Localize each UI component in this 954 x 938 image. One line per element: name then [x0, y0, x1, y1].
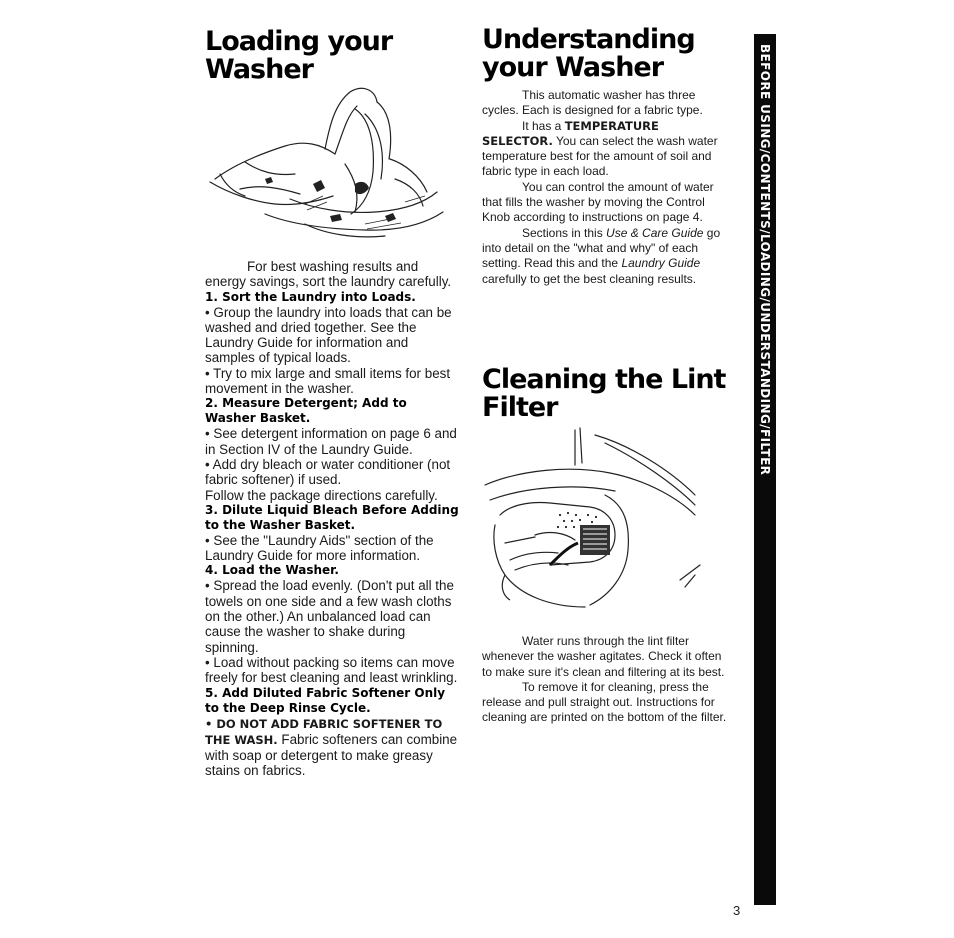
step1-bullet1: • Group the laundry into loads that can be washed and dried together. See the Laundry Guide for information and samples of typical loads. [205, 304, 452, 366]
use-care-guide-ref: Use & Care Guide [606, 225, 704, 240]
sidebar-label: BEFORE USING/CONTENTS/LOADING/UNDERSTANDING/FILTER [758, 44, 772, 476]
temperature-selector-label: TEMPERATURE SELECTOR. [482, 118, 659, 148]
step4-bullet1: • Spread the load evenly. (Don't put all the towels on one side and a few wash cloths on the other.) An unbalanced load can cause the washer to shake during spinning. [205, 578, 454, 655]
lint-filter-title [482, 366, 725, 422]
page-number: 3 [733, 903, 741, 918]
step2-heading: 2. Measure Detergent; Add to Washer Basket. [205, 396, 407, 426]
understanding-body [482, 88, 732, 287]
laundry-pile-illustration [205, 84, 455, 259]
lint-filter-illustration [480, 425, 730, 625]
understanding-title-line2: your Washer [482, 52, 664, 83]
understanding-p4-mid: go into detail on the "what and why" of each setting. Read this and the [482, 225, 721, 271]
lint-p1: Water runs through the lint filter whenever the washer agitates. Check it often to make sure it's clean and filtering at its best. [482, 634, 725, 679]
step5-text [205, 716, 460, 779]
step5-rest: Fabric softeners can combine with soap or detergent to make greasy stains on fabrics. [205, 731, 458, 779]
understanding-p4-pre: Sections in this [522, 225, 607, 240]
understanding-title [482, 26, 732, 82]
loading-title [205, 28, 460, 84]
understanding-p2-post: You can select the wash water temperature best for the amount of soil and fabric type in each load. [482, 133, 718, 179]
lint-p2: To remove it for cleaning, press the release and pull straight out. Instructions for cleaning are printed on the bottom of the filter. [482, 679, 727, 725]
understanding-p2 [482, 119, 732, 180]
lint-filter-body [482, 634, 732, 726]
understanding-p4 [482, 226, 732, 287]
loading-title-line2: Washer [205, 54, 313, 85]
step4-bullet2: • Load without packing so items can move freely for best cleaning and least wrinkling. [205, 654, 458, 686]
step3-heading: 3. Dilute Liquid Bleach Before Adding to the Washer Basket. [205, 502, 459, 532]
understanding-p3: You can control the amount of water that fills the washer by moving the Control Knob according to instructions on page 4. [482, 179, 714, 225]
step2-bullet2: • Add dry bleach or water conditioner (not fabric softener) if used. [205, 456, 451, 488]
lint-title-line2: Filter [482, 392, 558, 423]
step2-follow: Follow the package directions carefully. [205, 487, 438, 503]
step5-caps: • DO NOT ADD FABRIC SOFTENER TO THE WASH. [205, 716, 443, 747]
step2-bullet1: • See detergent information on page 6 and in Section IV of the Laundry Guide. [205, 426, 457, 457]
loading-body [205, 259, 460, 779]
step4-heading: 4. Load the Washer. [205, 563, 339, 578]
step3-bullet1: • See the "Laundry Aids" section of the Laundry Guide for more information. [205, 532, 434, 564]
understanding-p2-pre: It has a [522, 118, 565, 133]
laundry-guide-ref: Laundry Guide [621, 256, 701, 271]
understanding-p4-post: carefully to get the best cleaning results. [482, 271, 697, 286]
understanding-section [482, 24, 732, 725]
lint-title-line1: Cleaning the Lint [482, 364, 726, 395]
section-sidebar-tab [754, 34, 776, 905]
understanding-title-line1: Understanding [482, 24, 695, 55]
step1-bullet2: • Try to mix large and small items for best movement in the washer. [205, 365, 451, 397]
loading-intro: For best washing results and energy savings, sort the laundry carefully. [205, 259, 452, 290]
loading-title-line1: Loading your [205, 26, 393, 57]
step1-heading: 1. Sort the Laundry into Loads. [205, 289, 416, 304]
step5-heading: 5. Add Diluted Fabric Softener Only to the Deep Rinse Cycle. [205, 685, 446, 715]
understanding-p1: This automatic washer has three cycles. Each is designed for a fabric type. [482, 88, 703, 118]
